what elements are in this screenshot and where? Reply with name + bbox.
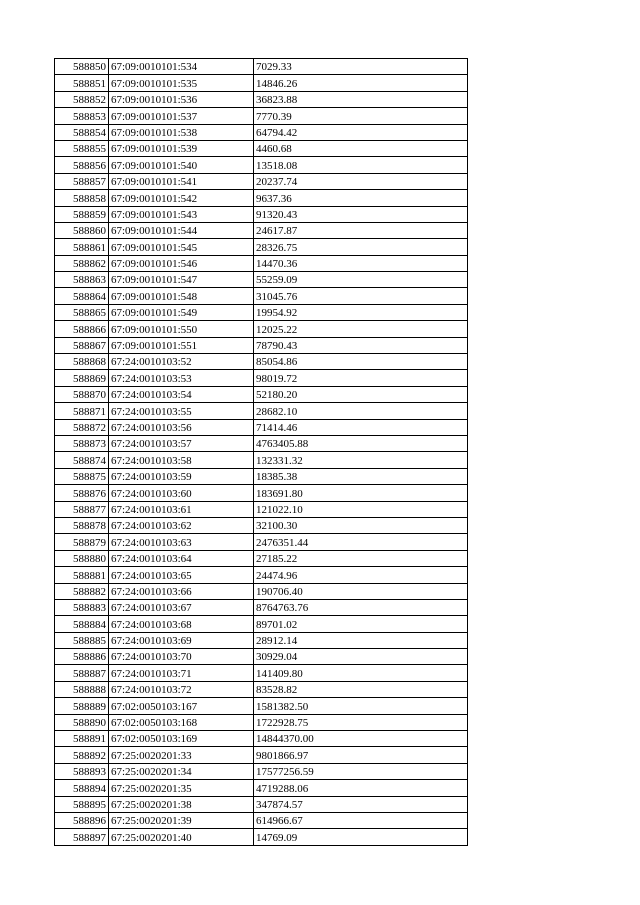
cadastral-number-cell: 67:02:0050103:169 bbox=[109, 731, 254, 747]
row-number-cell: 588877 bbox=[55, 501, 109, 517]
row-number-cell: 588868 bbox=[55, 354, 109, 370]
value-cell: 183691.80 bbox=[254, 485, 468, 501]
table-row bbox=[55, 534, 468, 550]
value-cell: 18385.38 bbox=[254, 468, 468, 484]
cadastral-number-cell: 67:02:0050103:167 bbox=[109, 698, 254, 714]
cadastral-number-cell: 67:09:0010101:547 bbox=[109, 272, 254, 288]
cadastral-number-cell: 67:24:0010103:70 bbox=[109, 649, 254, 665]
value-cell: 12025.22 bbox=[254, 321, 468, 337]
cadastral-number-cell: 67:24:0010103:66 bbox=[109, 583, 254, 599]
row-number-cell: 588850 bbox=[55, 59, 109, 75]
table-row bbox=[55, 288, 468, 304]
row-number-cell: 588874 bbox=[55, 452, 109, 468]
table-row bbox=[55, 501, 468, 517]
row-number-cell: 588897 bbox=[55, 829, 109, 845]
table-row bbox=[55, 354, 468, 370]
value-cell: 14846.26 bbox=[254, 75, 468, 91]
cadastral-number-cell: 67:24:0010103:53 bbox=[109, 370, 254, 386]
row-number-cell: 588887 bbox=[55, 665, 109, 681]
row-number-cell: 588880 bbox=[55, 550, 109, 566]
row-number-cell: 588871 bbox=[55, 403, 109, 419]
value-cell: 7770.39 bbox=[254, 108, 468, 124]
table-row bbox=[55, 812, 468, 828]
row-number-cell: 588886 bbox=[55, 649, 109, 665]
table-row bbox=[55, 222, 468, 238]
row-number-cell: 588870 bbox=[55, 386, 109, 402]
value-cell: 64794.42 bbox=[254, 124, 468, 140]
cadastral-number-cell: 67:24:0010103:55 bbox=[109, 403, 254, 419]
table-row bbox=[55, 370, 468, 386]
table-row bbox=[55, 272, 468, 288]
table-row bbox=[55, 59, 468, 75]
table-row bbox=[55, 632, 468, 648]
row-number-cell: 588896 bbox=[55, 812, 109, 828]
row-number-cell: 588854 bbox=[55, 124, 109, 140]
value-cell: 89701.02 bbox=[254, 616, 468, 632]
row-number-cell: 588853 bbox=[55, 108, 109, 124]
cadastral-number-cell: 67:09:0010101:538 bbox=[109, 124, 254, 140]
row-number-cell: 588863 bbox=[55, 272, 109, 288]
table-row bbox=[55, 386, 468, 402]
table-row bbox=[55, 796, 468, 812]
cadastral-number-cell: 67:24:0010103:68 bbox=[109, 616, 254, 632]
cadastral-number-cell: 67:24:0010103:54 bbox=[109, 386, 254, 402]
value-cell: 2476351.44 bbox=[254, 534, 468, 550]
table-row bbox=[55, 255, 468, 271]
row-number-cell: 588864 bbox=[55, 288, 109, 304]
table-row bbox=[55, 206, 468, 222]
cadastral-number-cell: 67:25:0020201:38 bbox=[109, 796, 254, 812]
row-number-cell: 588869 bbox=[55, 370, 109, 386]
table-row bbox=[55, 681, 468, 697]
cadastral-number-cell: 67:09:0010101:546 bbox=[109, 255, 254, 271]
cadastral-number-cell: 67:24:0010103:60 bbox=[109, 485, 254, 501]
row-number-cell: 588875 bbox=[55, 468, 109, 484]
table-row bbox=[55, 649, 468, 665]
value-cell: 98019.72 bbox=[254, 370, 468, 386]
cadastral-number-cell: 67:09:0010101:536 bbox=[109, 91, 254, 107]
value-cell: 4460.68 bbox=[254, 140, 468, 156]
value-cell: 8764763.76 bbox=[254, 599, 468, 615]
value-cell: 19954.92 bbox=[254, 304, 468, 320]
row-number-cell: 588858 bbox=[55, 190, 109, 206]
table-row bbox=[55, 173, 468, 189]
cadastral-number-cell: 67:25:0020201:34 bbox=[109, 763, 254, 779]
cadastral-number-cell: 67:09:0010101:543 bbox=[109, 206, 254, 222]
table-row bbox=[55, 108, 468, 124]
value-cell: 14844370.00 bbox=[254, 731, 468, 747]
table-row bbox=[55, 435, 468, 451]
cadastral-number-cell: 67:24:0010103:52 bbox=[109, 354, 254, 370]
row-number-cell: 588888 bbox=[55, 681, 109, 697]
row-number-cell: 588878 bbox=[55, 517, 109, 533]
value-cell: 83528.82 bbox=[254, 681, 468, 697]
cadastral-number-cell: 67:24:0010103:56 bbox=[109, 419, 254, 435]
row-number-cell: 588857 bbox=[55, 173, 109, 189]
cadastral-number-cell: 67:09:0010101:540 bbox=[109, 157, 254, 173]
cadastral-number-cell: 67:24:0010103:62 bbox=[109, 517, 254, 533]
cadastral-number-cell: 67:24:0010103:63 bbox=[109, 534, 254, 550]
table-row bbox=[55, 304, 468, 320]
row-number-cell: 588879 bbox=[55, 534, 109, 550]
row-number-cell: 588856 bbox=[55, 157, 109, 173]
cadastral-number-cell: 67:25:0020201:33 bbox=[109, 747, 254, 763]
cadastral-number-cell: 67:09:0010101:537 bbox=[109, 108, 254, 124]
table-row bbox=[55, 747, 468, 763]
row-number-cell: 588894 bbox=[55, 780, 109, 796]
row-number-cell: 588852 bbox=[55, 91, 109, 107]
value-cell: 141409.80 bbox=[254, 665, 468, 681]
row-number-cell: 588862 bbox=[55, 255, 109, 271]
table-row bbox=[55, 75, 468, 91]
value-cell: 28326.75 bbox=[254, 239, 468, 255]
value-cell: 85054.86 bbox=[254, 354, 468, 370]
table-row bbox=[55, 599, 468, 615]
cadastral-value-table bbox=[54, 58, 468, 846]
table-row bbox=[55, 829, 468, 845]
value-cell: 14470.36 bbox=[254, 255, 468, 271]
value-cell: 28912.14 bbox=[254, 632, 468, 648]
value-cell: 190706.40 bbox=[254, 583, 468, 599]
value-cell: 27185.22 bbox=[254, 550, 468, 566]
table-row bbox=[55, 780, 468, 796]
value-cell: 28682.10 bbox=[254, 403, 468, 419]
value-cell: 9637.36 bbox=[254, 190, 468, 206]
row-number-cell: 588891 bbox=[55, 731, 109, 747]
table-row bbox=[55, 337, 468, 353]
table-row bbox=[55, 140, 468, 156]
cadastral-number-cell: 67:25:0020201:39 bbox=[109, 812, 254, 828]
row-number-cell: 588876 bbox=[55, 485, 109, 501]
value-cell: 614966.67 bbox=[254, 812, 468, 828]
cadastral-number-cell: 67:09:0010101:551 bbox=[109, 337, 254, 353]
table-row bbox=[55, 583, 468, 599]
cadastral-number-cell: 67:24:0010103:57 bbox=[109, 435, 254, 451]
cadastral-number-cell: 67:24:0010103:64 bbox=[109, 550, 254, 566]
value-cell: 4719288.06 bbox=[254, 780, 468, 796]
cadastral-number-cell: 67:25:0020201:35 bbox=[109, 780, 254, 796]
table-row bbox=[55, 714, 468, 730]
row-number-cell: 588884 bbox=[55, 616, 109, 632]
table-row bbox=[55, 567, 468, 583]
value-cell: 24474.96 bbox=[254, 567, 468, 583]
cadastral-number-cell: 67:24:0010103:72 bbox=[109, 681, 254, 697]
value-cell: 1722928.75 bbox=[254, 714, 468, 730]
row-number-cell: 588855 bbox=[55, 140, 109, 156]
row-number-cell: 588861 bbox=[55, 239, 109, 255]
table-row bbox=[55, 124, 468, 140]
value-cell: 52180.20 bbox=[254, 386, 468, 402]
row-number-cell: 588867 bbox=[55, 337, 109, 353]
value-cell: 4763405.88 bbox=[254, 435, 468, 451]
row-number-cell: 588895 bbox=[55, 796, 109, 812]
table-body bbox=[55, 59, 468, 846]
table-row bbox=[55, 190, 468, 206]
table-row bbox=[55, 321, 468, 337]
value-cell: 121022.10 bbox=[254, 501, 468, 517]
cadastral-number-cell: 67:24:0010103:65 bbox=[109, 567, 254, 583]
row-number-cell: 588892 bbox=[55, 747, 109, 763]
table-row bbox=[55, 419, 468, 435]
cadastral-number-cell: 67:09:0010101:548 bbox=[109, 288, 254, 304]
value-cell: 7029.33 bbox=[254, 59, 468, 75]
cadastral-number-cell: 67:02:0050103:168 bbox=[109, 714, 254, 730]
value-cell: 78790.43 bbox=[254, 337, 468, 353]
value-cell: 91320.43 bbox=[254, 206, 468, 222]
value-cell: 13518.08 bbox=[254, 157, 468, 173]
value-cell: 132331.32 bbox=[254, 452, 468, 468]
row-number-cell: 588885 bbox=[55, 632, 109, 648]
value-cell: 24617.87 bbox=[254, 222, 468, 238]
row-number-cell: 588893 bbox=[55, 763, 109, 779]
table-row bbox=[55, 91, 468, 107]
value-cell: 31045.76 bbox=[254, 288, 468, 304]
table-row bbox=[55, 550, 468, 566]
cadastral-number-cell: 67:09:0010101:542 bbox=[109, 190, 254, 206]
row-number-cell: 588873 bbox=[55, 435, 109, 451]
table-row bbox=[55, 517, 468, 533]
table-row bbox=[55, 157, 468, 173]
cadastral-number-cell: 67:24:0010103:61 bbox=[109, 501, 254, 517]
table-row bbox=[55, 468, 468, 484]
row-number-cell: 588860 bbox=[55, 222, 109, 238]
table-row bbox=[55, 698, 468, 714]
table-row bbox=[55, 763, 468, 779]
cadastral-number-cell: 67:09:0010101:544 bbox=[109, 222, 254, 238]
value-cell: 9801866.97 bbox=[254, 747, 468, 763]
table-row bbox=[55, 403, 468, 419]
cadastral-number-cell: 67:25:0020201:40 bbox=[109, 829, 254, 845]
cadastral-number-cell: 67:24:0010103:69 bbox=[109, 632, 254, 648]
table-row bbox=[55, 452, 468, 468]
table-row bbox=[55, 616, 468, 632]
cadastral-number-cell: 67:09:0010101:534 bbox=[109, 59, 254, 75]
value-cell: 71414.46 bbox=[254, 419, 468, 435]
row-number-cell: 588866 bbox=[55, 321, 109, 337]
row-number-cell: 588883 bbox=[55, 599, 109, 615]
row-number-cell: 588865 bbox=[55, 304, 109, 320]
row-number-cell: 588851 bbox=[55, 75, 109, 91]
cadastral-number-cell: 67:09:0010101:539 bbox=[109, 140, 254, 156]
row-number-cell: 588881 bbox=[55, 567, 109, 583]
value-cell: 17577256.59 bbox=[254, 763, 468, 779]
value-cell: 1581382.50 bbox=[254, 698, 468, 714]
row-number-cell: 588890 bbox=[55, 714, 109, 730]
table-row bbox=[55, 665, 468, 681]
value-cell: 55259.09 bbox=[254, 272, 468, 288]
table-row bbox=[55, 239, 468, 255]
cadastral-number-cell: 67:24:0010103:59 bbox=[109, 468, 254, 484]
value-cell: 36823.88 bbox=[254, 91, 468, 107]
cadastral-number-cell: 67:24:0010103:58 bbox=[109, 452, 254, 468]
row-number-cell: 588859 bbox=[55, 206, 109, 222]
table-row bbox=[55, 731, 468, 747]
cadastral-number-cell: 67:09:0010101:550 bbox=[109, 321, 254, 337]
value-cell: 20237.74 bbox=[254, 173, 468, 189]
value-cell: 32100.30 bbox=[254, 517, 468, 533]
table-row bbox=[55, 485, 468, 501]
cadastral-number-cell: 67:09:0010101:549 bbox=[109, 304, 254, 320]
cadastral-number-cell: 67:09:0010101:535 bbox=[109, 75, 254, 91]
cadastral-number-cell: 67:24:0010103:67 bbox=[109, 599, 254, 615]
cadastral-number-cell: 67:09:0010101:545 bbox=[109, 239, 254, 255]
value-cell: 347874.57 bbox=[254, 796, 468, 812]
cadastral-number-cell: 67:24:0010103:71 bbox=[109, 665, 254, 681]
value-cell: 30929.04 bbox=[254, 649, 468, 665]
cadastral-number-cell: 67:09:0010101:541 bbox=[109, 173, 254, 189]
row-number-cell: 588882 bbox=[55, 583, 109, 599]
value-cell: 14769.09 bbox=[254, 829, 468, 845]
row-number-cell: 588889 bbox=[55, 698, 109, 714]
row-number-cell: 588872 bbox=[55, 419, 109, 435]
